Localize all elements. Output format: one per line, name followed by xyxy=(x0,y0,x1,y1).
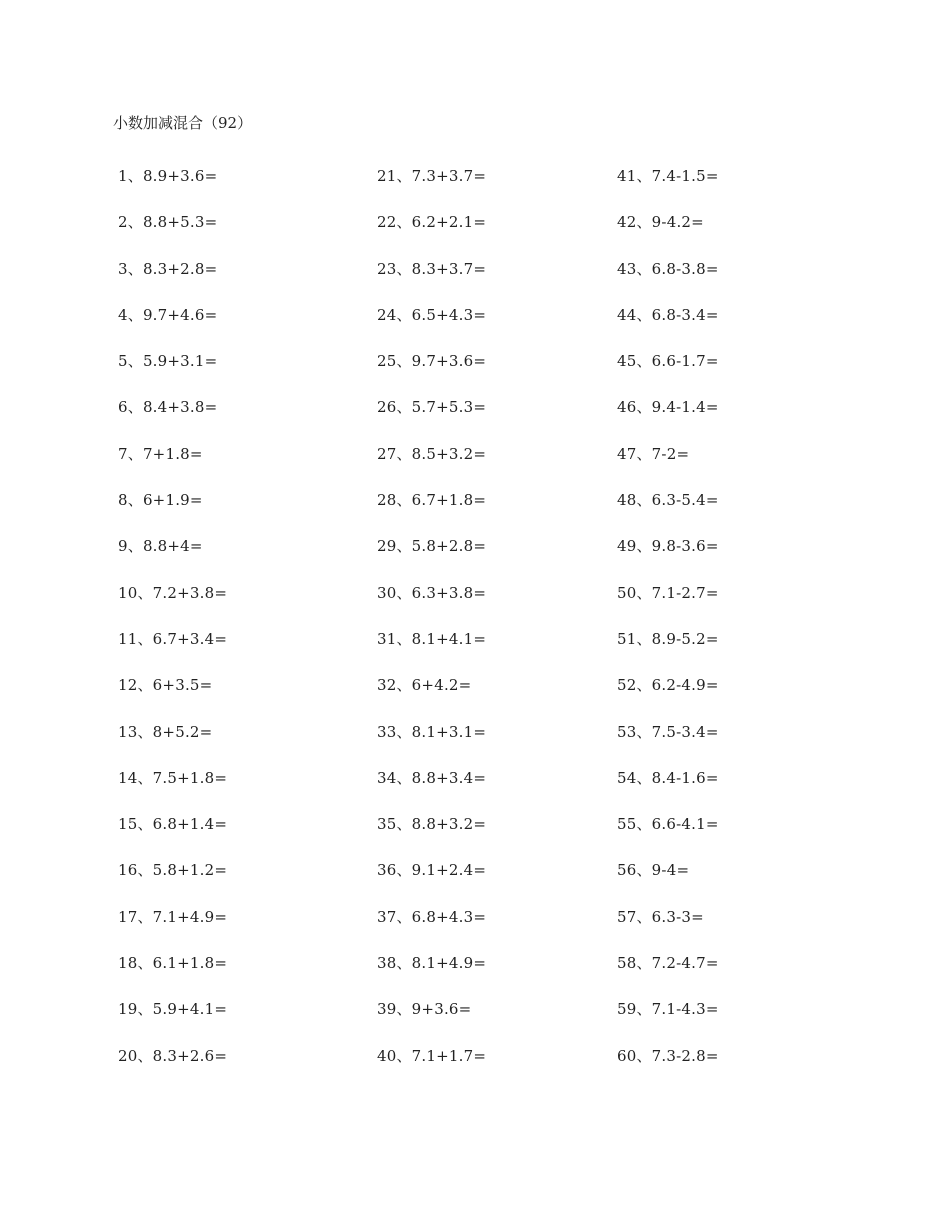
problem-item: 28、6.7+1.8= xyxy=(377,491,487,510)
problem-item: 12、6+3.5= xyxy=(118,676,213,695)
problem-column-2 xyxy=(377,165,617,1091)
problem-item: 15、6.8+1.4= xyxy=(118,815,228,834)
problem-item: 10、7.2+3.8= xyxy=(118,583,228,602)
problem-item: 29、5.8+2.8= xyxy=(377,537,487,556)
problem-item: 58、7.2-4.7= xyxy=(617,954,719,973)
problem-item: 24、6.5+4.3= xyxy=(377,305,487,324)
problem-item: 36、9.1+2.4= xyxy=(377,861,487,880)
problem-item: 34、8.8+3.4= xyxy=(377,768,487,787)
problem-item: 31、8.1+4.1= xyxy=(377,629,487,648)
problem-item: 18、6.1+1.8= xyxy=(118,954,228,973)
problem-item: 3、8.3+2.8= xyxy=(118,259,218,278)
problem-item: 54、8.4-1.6= xyxy=(617,768,719,787)
problem-item: 19、5.9+4.1= xyxy=(118,1000,228,1019)
problem-item: 60、7.3-2.8= xyxy=(617,1046,719,1065)
problem-item: 25、9.7+3.6= xyxy=(377,352,487,371)
problem-item: 20、8.3+2.6= xyxy=(118,1046,228,1065)
problem-item: 22、6.2+2.1= xyxy=(377,213,487,232)
problem-item: 4、9.7+4.6= xyxy=(118,305,218,324)
problem-item: 27、8.5+3.2= xyxy=(377,444,487,463)
worksheet-title: 小数加减混合（92） xyxy=(113,114,253,132)
problem-item: 59、7.1-4.3= xyxy=(617,1000,719,1019)
problem-item: 5、5.9+3.1= xyxy=(118,352,218,371)
problem-item: 56、9-4= xyxy=(617,861,690,880)
problem-item: 50、7.1-2.7= xyxy=(617,583,719,602)
problem-item: 35、8.8+3.2= xyxy=(377,815,487,834)
problem-item: 47、7-2= xyxy=(617,444,690,463)
problem-item: 26、5.7+5.3= xyxy=(377,398,487,417)
problem-item: 45、6.6-1.7= xyxy=(617,352,719,371)
problem-item: 1、8.9+3.6= xyxy=(118,167,218,185)
problem-item: 48、6.3-5.4= xyxy=(617,491,719,510)
problem-item: 51、8.9-5.2= xyxy=(617,629,719,648)
problem-item: 8、6+1.9= xyxy=(118,491,203,510)
problem-item: 39、9+3.6= xyxy=(377,1000,472,1019)
problem-item: 23、8.3+3.7= xyxy=(377,259,487,278)
problem-item: 46、9.4-1.4= xyxy=(617,398,719,417)
problem-item: 32、6+4.2= xyxy=(377,676,472,695)
problem-item: 57、6.3-3= xyxy=(617,907,704,926)
problem-item: 37、6.8+4.3= xyxy=(377,907,487,926)
problem-item: 43、6.8-3.8= xyxy=(617,259,719,278)
problem-item: 9、8.8+4= xyxy=(118,537,203,556)
problem-item: 17、7.1+4.9= xyxy=(118,907,228,926)
problem-item: 11、6.7+3.4= xyxy=(118,629,228,648)
problem-item: 7、7+1.8= xyxy=(118,444,203,463)
problem-item: 6、8.4+3.8= xyxy=(118,398,218,417)
problem-item: 33、8.1+3.1= xyxy=(377,722,487,741)
problem-item: 40、7.1+1.7= xyxy=(377,1046,487,1065)
problem-item: 52、6.2-4.9= xyxy=(617,676,719,695)
problem-item: 14、7.5+1.8= xyxy=(118,768,228,787)
problem-item: 53、7.5-3.4= xyxy=(617,722,719,741)
problem-item: 55、6.6-4.1= xyxy=(617,815,719,834)
problem-item: 41、7.4-1.5= xyxy=(617,167,719,185)
problem-item: 42、9-4.2= xyxy=(617,213,704,232)
problem-item: 13、8+5.2= xyxy=(118,722,213,741)
problem-grid xyxy=(118,165,878,1091)
problem-item: 16、5.8+1.2= xyxy=(118,861,228,880)
problem-item: 2、8.8+5.3= xyxy=(118,213,218,232)
problem-column-1 xyxy=(118,165,377,1091)
problem-item: 21、7.3+3.7= xyxy=(377,167,487,185)
problem-item: 44、6.8-3.4= xyxy=(617,305,719,324)
problem-item: 30、6.3+3.8= xyxy=(377,583,487,602)
problem-item: 49、9.8-3.6= xyxy=(617,537,719,556)
problem-column-3 xyxy=(617,165,817,1091)
problem-item: 38、8.1+4.9= xyxy=(377,954,487,973)
